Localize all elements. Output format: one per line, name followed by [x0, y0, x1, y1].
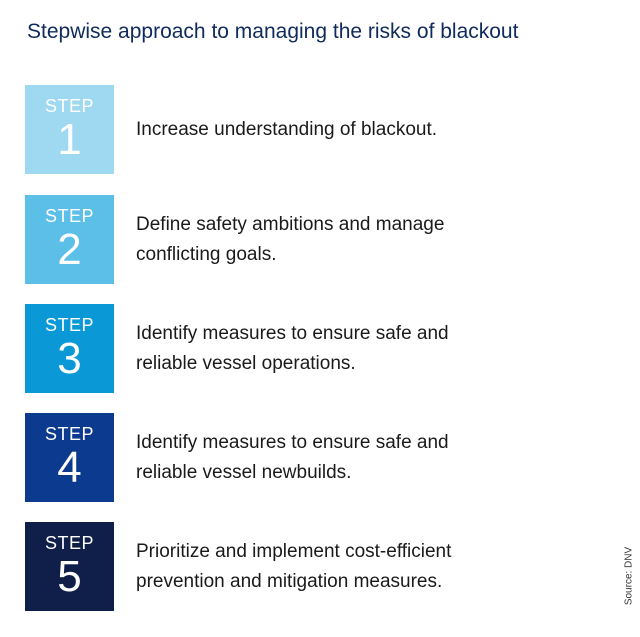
- step-1-label: STEP: [44, 96, 94, 116]
- source-text: Source: DNV: [623, 546, 635, 606]
- step-2-label: STEP: [44, 206, 94, 226]
- step-3-line-1: Identify measures to ensure safe and: [136, 322, 449, 344]
- step-4-label: STEP: [44, 424, 94, 444]
- step-1-line-1: Increase understanding of blackout.: [136, 118, 438, 140]
- step-5-line-2: prevention and mitigation measures.: [136, 570, 443, 592]
- step-5-description: [136, 522, 576, 611]
- step-2-box: [25, 195, 114, 284]
- step-2-number: 2: [57, 225, 82, 274]
- step-4-number: 4: [57, 443, 82, 492]
- step-5-label: STEP: [44, 533, 94, 553]
- step-5-number: 5: [57, 552, 82, 601]
- step-4-description: [136, 413, 576, 502]
- source-credit: [622, 540, 636, 612]
- step-1: [25, 85, 585, 174]
- step-3-box: [25, 304, 114, 393]
- step-5-line-1: Prioritize and implement cost-efficient: [136, 540, 452, 562]
- step-5: [25, 522, 585, 611]
- step-4-box: [25, 413, 114, 502]
- step-1-number: 1: [57, 115, 82, 164]
- step-4-line-2: reliable vessel newbuilds.: [136, 461, 352, 483]
- step-3-line-2: reliable vessel operations.: [136, 352, 356, 374]
- step-2-description: [136, 195, 576, 284]
- step-3-description: [136, 304, 576, 393]
- step-3: [25, 304, 585, 393]
- step-2-line-2: conflicting goals.: [136, 243, 277, 265]
- step-3-label: STEP: [44, 315, 94, 335]
- page-title: Stepwise approach to managing the risks of blackout: [27, 20, 519, 43]
- step-1-description: [136, 85, 576, 174]
- step-2-line-1: Define safety ambitions and manage: [136, 213, 445, 235]
- step-5-box: [25, 522, 114, 611]
- step-4-line-1: Identify measures to ensure safe and: [136, 431, 449, 453]
- step-1-box: [25, 85, 114, 174]
- step-3-number: 3: [57, 334, 82, 383]
- step-2: [25, 195, 585, 284]
- step-4: [25, 413, 585, 502]
